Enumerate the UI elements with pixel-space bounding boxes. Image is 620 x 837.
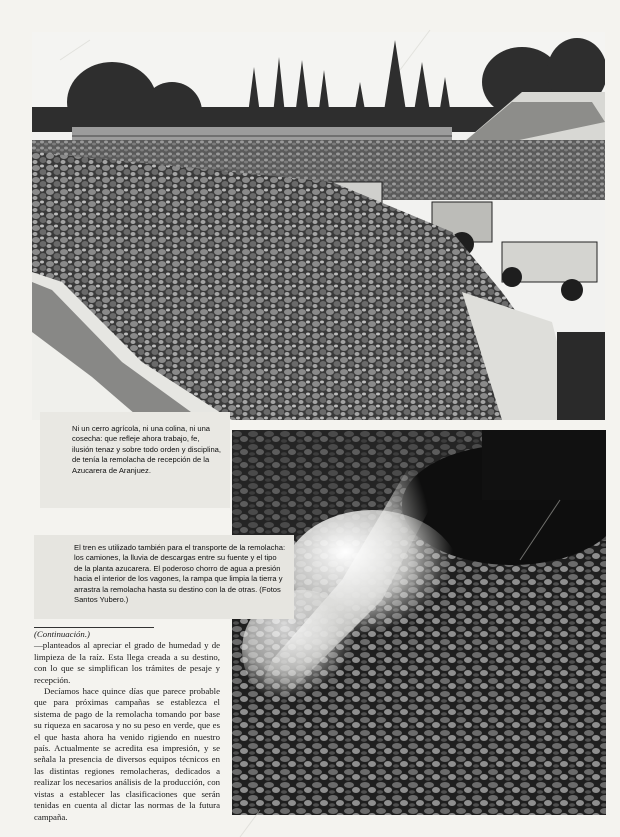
caption-top-text: Ni un cerro agrícola, ni una colina, ni una cosecha: que refleje ahora trabajo, fe, ilusión tenaz y sobre todo orden y disciplina, de tenía la remolacha de recepción de la Azucarera de Aranjuez. <box>72 424 222 475</box>
continuation-label: (Continuación.) <box>34 629 90 639</box>
article-paragraph: —planteados al apreciar el grado de humedad y de limpieza de la raíz. Esta llega creada a su destino, con lo que se simplifican los trámites de pesaje y recepción. <box>34 640 220 685</box>
caption-bottom <box>34 535 294 619</box>
photo-water-jet <box>232 430 606 815</box>
caption-bottom-text: El tren es utilizado también para el transporte de la remolacha: los camiones, la lluvia de descargas entre su fuente y el tipo de la planta azucarera. El poderoso chorro de agua a presión hacia el interior de los vagones, la rampa que limpia la tierra y arrastra la remolacha hasta su destino con la de otras. (Fotos Santos Yubero.) <box>74 543 286 605</box>
article-paragraph: Decíamos hace quince días que parece probable que para próximas campañas se establezca el sistema de pago de la remolacha tomando por base su riqueza en sacarosa y no su peso en verde, que es el que hasta ahora ha venido rigiendo en nuestro país. Actualmente se acredita esa impresión, y se señala la presencia de diversos equipos técnicos en las distintas regiones remolacheras, dedicados a realizar los necesarios análisis de la producción, con vistas a establecer las clasificaciones que serán tenidas en cuenta al dictar las normas de la futura campaña. <box>34 686 220 822</box>
photo-beet-piles <box>32 32 605 420</box>
article-column <box>34 627 220 823</box>
caption-top <box>40 412 230 508</box>
divider <box>34 627 154 628</box>
